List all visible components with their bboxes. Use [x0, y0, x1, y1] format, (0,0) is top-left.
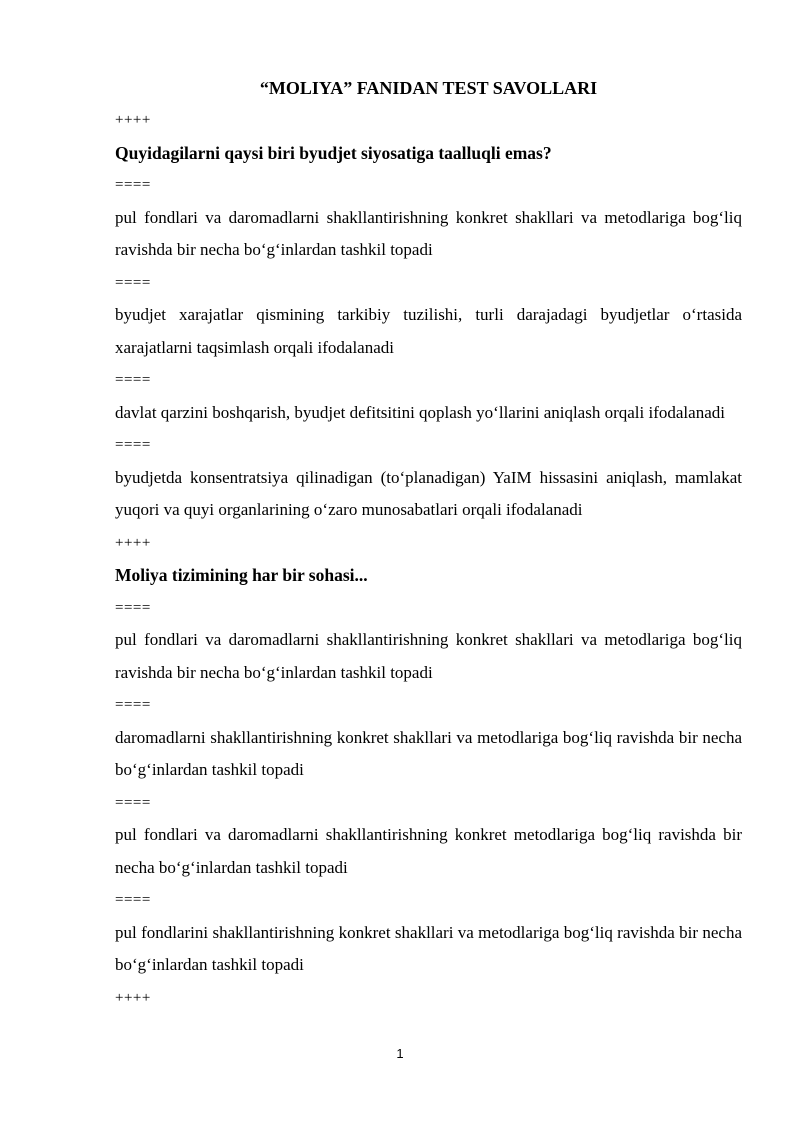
option-separator: ====: [115, 437, 151, 453]
question-2-option-4: pul fondlarini shakllantirishning konkret shakllari va metodlariga bog‘liq ravishda bir necha bo‘g‘inlardan tashkil topadi: [115, 922, 742, 974]
question-1: Quyidagilarni qaysi biri byudjet siyosatiga taalluqli emas?: [115, 142, 552, 163]
document-page: [115, 72, 742, 1014]
question-2-option-2: daromadlarni shakllantirishning konkret shakllari va metodlariga bog‘liq ravishda bir necha bo‘g‘inlardan tashkil topadi: [115, 727, 742, 779]
question-separator: ++++: [115, 112, 151, 128]
question-1-option-3: davlat qarzini boshqarish, byudjet defitsitini qoplash yo‘llarini aniqlash orqali ifodalanadi: [115, 402, 725, 422]
question-1-option-4: byudjetda konsentratsiya qilinadigan (to‘planadigan) YaIM hissasini aniqlash, mamlakat yuqori va quyi organlarining o‘zaro munosabatlari orqali ifodalanadi: [115, 467, 742, 519]
option-separator: ====: [115, 697, 151, 713]
option-separator: ====: [115, 794, 151, 811]
option-separator: ====: [115, 599, 151, 616]
question-2-option-3: pul fondlari va daromadlarni shakllantirishning konkret metodlariga bog‘liq ravishda bir necha bo‘g‘inlardan tashkil topadi: [115, 825, 742, 877]
option-separator: ====: [115, 892, 151, 908]
option-separator: ====: [115, 372, 151, 388]
question-2-option-1: pul fondlari va daromadlarni shakllantirishning konkret shakllari va metodlariga bog‘liq ravishda bir necha bo‘g‘inlardan tashkil topadi: [115, 630, 742, 682]
question-separator: ++++: [115, 989, 151, 1006]
option-separator: ====: [115, 274, 151, 291]
document-title: “MOLIYA” FANIDAN TEST SAVOLLARI: [259, 78, 598, 98]
question-separator: ++++: [115, 534, 151, 551]
option-separator: ====: [115, 177, 151, 193]
page-number: 1: [396, 1046, 404, 1061]
question-2: Moliya tizimining har bir sohasi...: [115, 565, 368, 585]
question-1-option-1: pul fondlari va daromadlarni shakllantirishning konkret shakllari va metodlariga bog‘liq ravishda bir necha bo‘g‘inlardan tashkil topadi: [115, 207, 742, 259]
question-1-option-2: byudjet xarajatlar qismining tarkibiy tuzilishi, turli darajadagi byudjetlar o‘rtasida xarajatlarni taqsimlash orqali ifodalanadi: [115, 305, 742, 357]
